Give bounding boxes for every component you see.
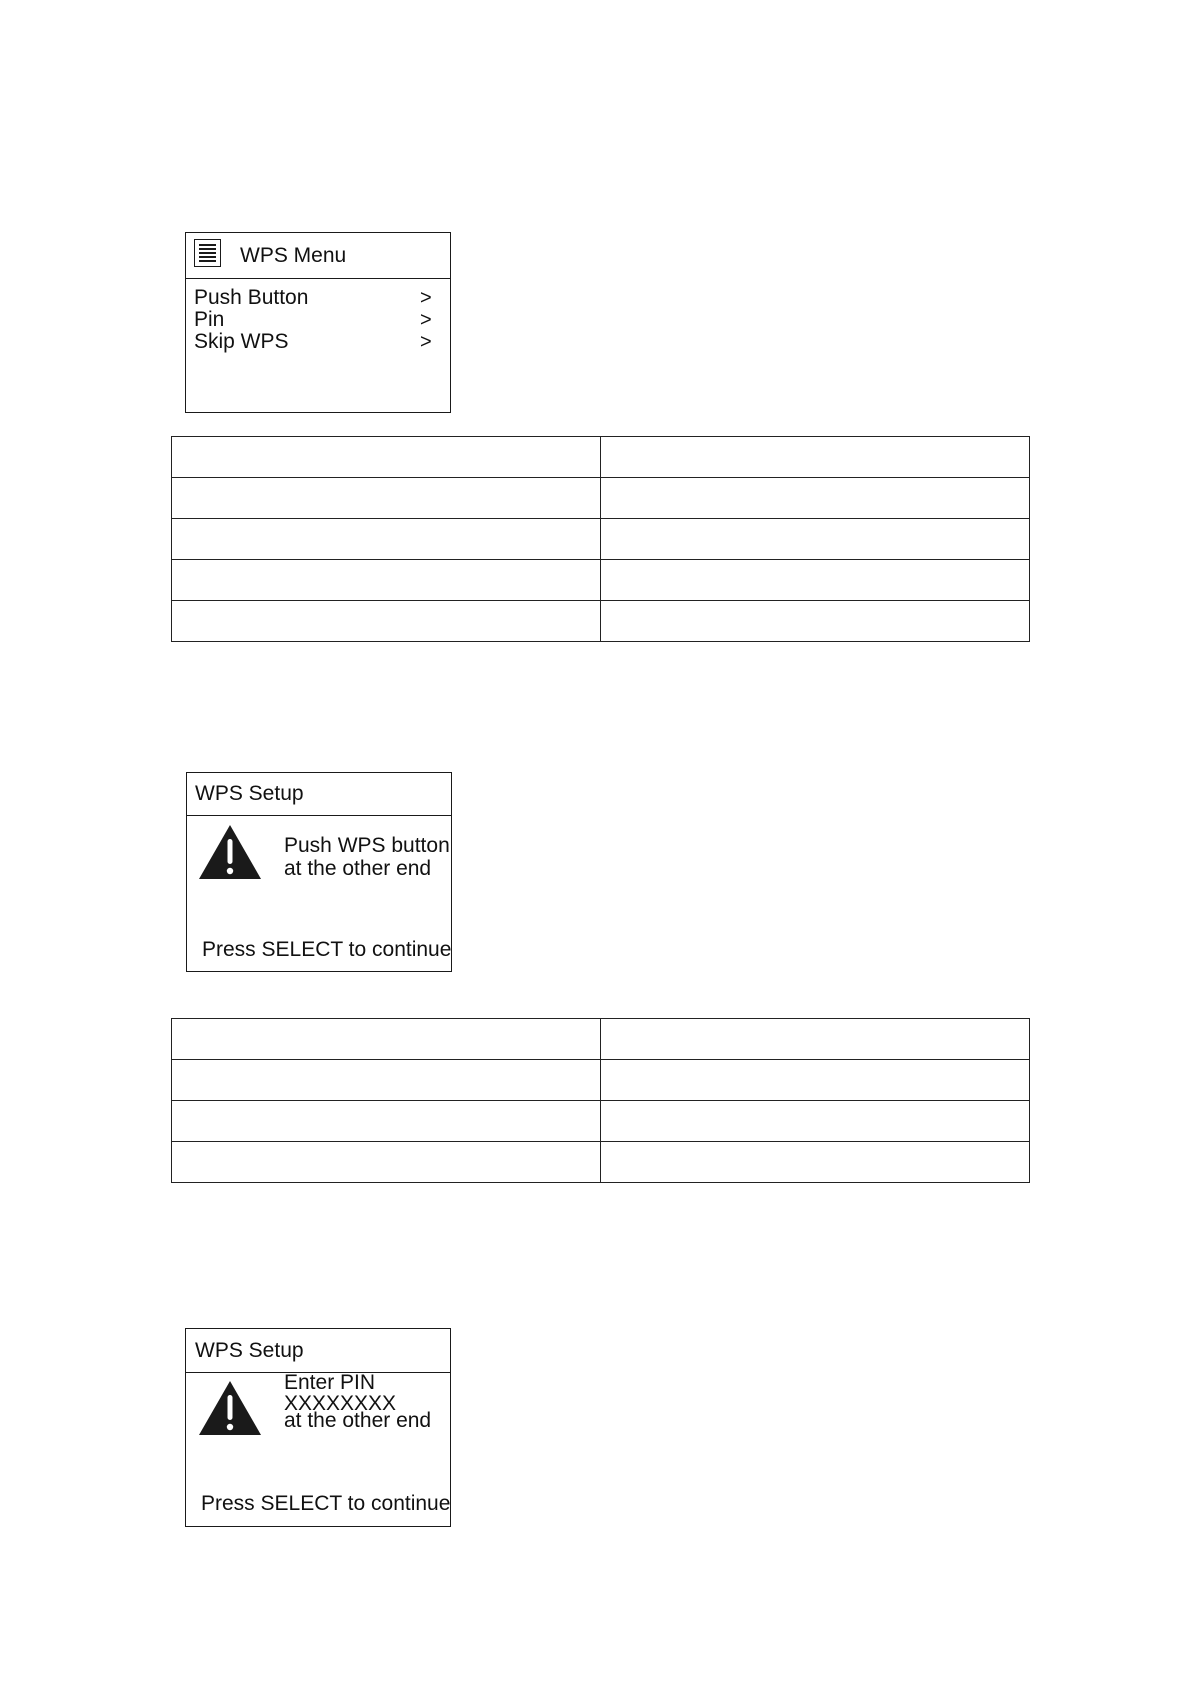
chevron-right-icon: > xyxy=(420,287,432,309)
pin-value: XXXXXXXX xyxy=(284,1392,397,1415)
table-cell xyxy=(601,601,1030,642)
wps-setup-header xyxy=(186,1329,450,1373)
table-cell xyxy=(172,1142,601,1183)
wps-setup-title: WPS Setup xyxy=(195,1339,304,1362)
press-select-prompt: Press SELECT to continue xyxy=(202,938,452,961)
wps-pin-screen xyxy=(185,1328,451,1527)
settings-table-1 xyxy=(171,436,1030,642)
menu-item-push-button[interactable]: Push Button xyxy=(194,286,309,309)
push-message-line-2: at the other end xyxy=(284,857,432,880)
chevron-right-icon: > xyxy=(420,331,432,353)
table-row xyxy=(172,1142,1030,1183)
table-cell xyxy=(601,1101,1030,1142)
chevron-right-icon: > xyxy=(420,309,432,331)
push-message-line-1: Push WPS button xyxy=(284,834,450,857)
table-cell xyxy=(172,560,601,601)
wps-menu-header xyxy=(186,233,450,279)
table-row xyxy=(172,1060,1030,1101)
table-row xyxy=(172,1101,1030,1142)
wps-menu-title: WPS Menu xyxy=(240,244,347,267)
table-row xyxy=(172,437,1030,478)
warning-icon xyxy=(197,823,263,881)
table-cell xyxy=(601,560,1030,601)
menu-item-pin[interactable]: Pin xyxy=(194,308,225,331)
table-cell xyxy=(601,437,1030,478)
table-row xyxy=(172,1019,1030,1060)
table-row xyxy=(172,601,1030,642)
press-select-prompt: Press SELECT to continue xyxy=(201,1492,451,1515)
table-cell xyxy=(172,1101,601,1142)
table-cell xyxy=(172,437,601,478)
warning-icon xyxy=(197,1379,263,1437)
table-cell xyxy=(601,478,1030,519)
table-row xyxy=(172,560,1030,601)
pin-message-line: at the other end xyxy=(284,1409,432,1432)
menu-list-icon xyxy=(194,239,221,267)
table-cell xyxy=(172,478,601,519)
enter-pin-label: Enter PIN xyxy=(284,1371,376,1394)
settings-table-2 xyxy=(171,1018,1030,1183)
table-row xyxy=(172,478,1030,519)
table-cell xyxy=(172,601,601,642)
table-cell xyxy=(601,1019,1030,1060)
table-row xyxy=(172,519,1030,560)
table-cell xyxy=(601,519,1030,560)
wps-setup-title: WPS Setup xyxy=(195,782,304,805)
menu-item-skip-wps[interactable]: Skip WPS xyxy=(194,330,289,353)
table-cell xyxy=(172,1060,601,1101)
wps-setup-header xyxy=(187,773,451,816)
table-cell xyxy=(601,1142,1030,1183)
wps-menu-screen xyxy=(185,232,451,413)
wps-push-button-screen xyxy=(186,772,452,972)
table-cell xyxy=(172,519,601,560)
table-cell xyxy=(172,1019,601,1060)
table-cell xyxy=(601,1060,1030,1101)
